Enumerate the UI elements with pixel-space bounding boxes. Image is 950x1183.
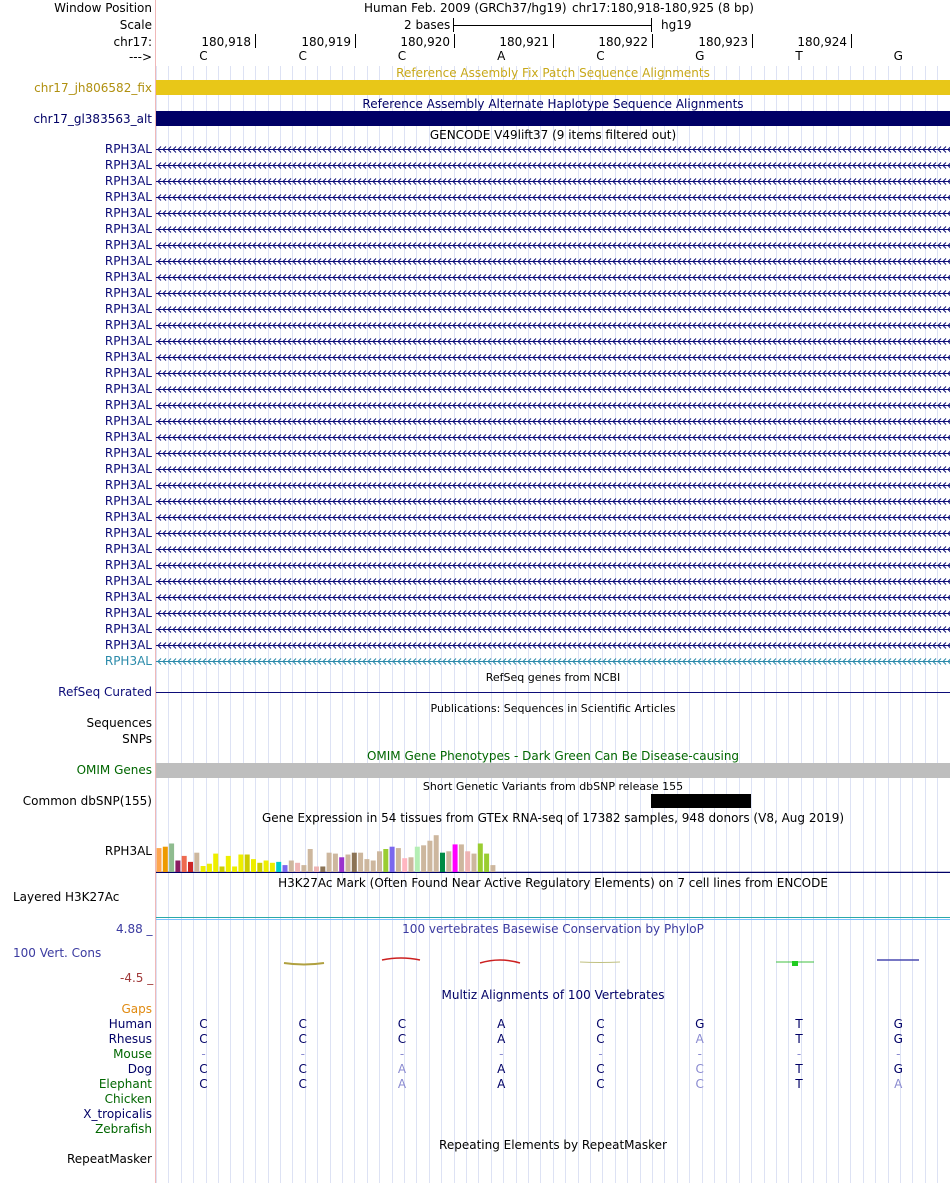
phylop-title: 100 vertebrates Basewise Conservation by PhyloP — [402, 922, 704, 936]
dbsnp-title: Short Genetic Variants from dbSNP release 155 — [422, 780, 684, 793]
base-letter: A — [497, 49, 506, 63]
gencode-transcript[interactable] — [156, 414, 950, 428]
gtex-tissue-bar[interactable] — [434, 835, 439, 872]
aligned-base: - — [697, 1047, 702, 1061]
phylop-max-label: 4.88 _ — [116, 922, 153, 936]
gencode-transcript[interactable] — [156, 222, 950, 236]
coordinate-label: 180,922 — [598, 35, 648, 49]
gencode-gene-label[interactable]: RPH3AL — [104, 142, 152, 156]
gtex-title: Gene Expression in 54 tissues from GTEx RNA-seq of 17382 samples, 948 donors (V8, Aug 2019) — [261, 811, 845, 825]
publications-title: Publications: Sequences in Scientific Articles — [430, 702, 676, 715]
coordinate-tick — [355, 34, 356, 48]
aligned-base: T — [795, 1032, 803, 1046]
gtex-tissue-bar[interactable] — [257, 863, 262, 872]
gtex-tissue-bar[interactable] — [421, 845, 426, 872]
position-text: chr17:180,918-180,925 (8 bp) — [572, 1, 754, 15]
aligned-base: G — [893, 1017, 903, 1031]
gencode-gene-label[interactable]: RPH3AL — [104, 510, 152, 524]
coordinate-label: 180,923 — [698, 35, 748, 49]
aligned-base: - — [598, 1047, 603, 1061]
gtex-tissue-bar[interactable] — [314, 866, 319, 872]
gencode-transcript[interactable] — [156, 446, 950, 460]
gencode-transcript[interactable] — [156, 238, 950, 252]
gtex-tissue-bar[interactable] — [446, 851, 451, 872]
h3k27ac-title: H3K27Ac Mark (Often Found Near Active Regulatory Elements) on 7 cell lines from ENCODE — [278, 876, 828, 890]
gtex-tissue-bar[interactable] — [220, 866, 225, 872]
coordinate-tick — [454, 34, 455, 48]
gencode-gene-label[interactable]: RPH3AL — [104, 430, 152, 444]
gencode-gene-label[interactable]: RPH3AL — [104, 414, 152, 428]
aligned-base: - — [896, 1047, 901, 1061]
base-letter: C — [397, 49, 407, 63]
coordinate-tick — [851, 34, 852, 48]
gencode-gene-label[interactable]: RPH3AL — [104, 494, 152, 508]
dbsnp-variant-block[interactable] — [651, 794, 751, 808]
species-label[interactable]: X_tropicalis — [83, 1107, 152, 1121]
aligned-base: G — [893, 1062, 903, 1076]
fix-patch-title: Reference Assembly Fix Patch Sequence Alignments — [396, 66, 710, 80]
gencode-gene-label[interactable]: RPH3AL — [104, 398, 152, 412]
coordinate-label: 180,921 — [499, 35, 549, 49]
gencode-transcript[interactable] — [156, 190, 950, 204]
alt-haplo-bar[interactable] — [156, 111, 950, 126]
gencode-gene-label[interactable]: RPH3AL — [104, 302, 152, 316]
gtex-tissue-bar[interactable] — [440, 853, 445, 872]
gencode-transcript[interactable] — [156, 206, 950, 220]
aligned-base: C — [596, 1017, 605, 1031]
gencode-gene-label[interactable]: RPH3AL — [104, 558, 152, 572]
phylop-label[interactable]: 100 Vert. Cons — [13, 946, 102, 960]
assembly-text: Human Feb. 2009 (GRCh37/hg19) — [364, 1, 567, 15]
gtex-tissue-bar[interactable] — [409, 857, 414, 872]
gtex-label[interactable]: RPH3AL — [104, 844, 152, 858]
gtex-tissue-bar[interactable] — [201, 866, 206, 872]
gtex-tissue-bar[interactable] — [295, 863, 300, 872]
phylop-mark-4 — [580, 962, 620, 963]
aligned-base: C — [298, 1062, 307, 1076]
aligned-base: A — [497, 1017, 506, 1031]
gtex-tissue-bar[interactable] — [465, 851, 470, 872]
base-letter: G — [893, 49, 903, 63]
chrom-label: chr17: — [113, 35, 152, 49]
coordinate-label: 180,924 — [797, 35, 847, 49]
gtex-tissue-bar[interactable] — [339, 857, 344, 872]
publications-snps-label[interactable]: SNPs — [122, 732, 152, 746]
gtex-tissue-bar[interactable] — [308, 849, 313, 872]
gtex-tissue-bar[interactable] — [364, 859, 369, 872]
aligned-base: C — [596, 1062, 605, 1076]
aligned-base: - — [499, 1047, 504, 1061]
gtex-tissue-bar[interactable] — [264, 861, 269, 873]
gencode-transcript[interactable] — [156, 478, 950, 492]
species-label[interactable]: Elephant — [98, 1077, 152, 1091]
gtex-tissue-bar[interactable] — [427, 841, 432, 872]
fix-patch-bar[interactable] — [156, 80, 950, 95]
window-position-label: Window Position — [54, 1, 152, 15]
gencode-gene-label[interactable]: RPH3AL — [104, 350, 152, 364]
gencode-transcript[interactable] — [156, 334, 950, 348]
base-letter: T — [795, 49, 803, 63]
gencode-transcript[interactable] — [156, 350, 950, 364]
gencode-transcript[interactable] — [156, 318, 950, 332]
gtex-tissue-bar[interactable] — [472, 854, 477, 872]
scale-text: 2 bases — [404, 18, 451, 32]
gtex-tissue-bar[interactable] — [333, 854, 338, 872]
gtex-tissue-bar[interactable] — [251, 859, 256, 872]
gencode-transcript[interactable] — [156, 430, 950, 444]
gencode-gene-label[interactable]: RPH3AL — [104, 622, 152, 636]
gtex-tissue-bar[interactable] — [402, 858, 407, 872]
phylop-mark-5-peak — [792, 961, 798, 966]
aligned-base: A — [497, 1077, 506, 1091]
aligned-base: T — [795, 1017, 803, 1031]
multiz-title: Multiz Alignments of 100 Vertebrates — [441, 988, 665, 1002]
gtex-tissue-bar[interactable] — [283, 865, 288, 872]
scale-db: hg19 — [661, 18, 692, 32]
publications-sequences-label[interactable]: Sequences — [86, 716, 152, 730]
fix-patch-label[interactable]: chr17_jh806582_fix — [34, 81, 152, 95]
gencode-gene-label[interactable]: RPH3AL — [104, 382, 152, 396]
gtex-tissue-bar[interactable] — [371, 861, 376, 873]
aligned-base: - — [399, 1047, 405, 1061]
base-letter: C — [596, 49, 605, 63]
gencode-gene-label[interactable]: RPH3AL — [104, 654, 152, 668]
aligned-base: A — [497, 1032, 506, 1046]
gencode-transcript[interactable] — [156, 254, 950, 268]
aligned-base: T — [795, 1077, 803, 1091]
aligned-base: G — [695, 1017, 705, 1031]
gencode-transcript[interactable] — [156, 558, 950, 572]
gencode-gene-label[interactable]: RPH3AL — [104, 638, 152, 652]
gencode-transcript[interactable] — [156, 158, 950, 172]
gencode-transcript[interactable] — [156, 366, 950, 380]
gtex-tissue-bar[interactable] — [169, 843, 174, 872]
phylop-mark-2 — [382, 958, 420, 960]
coordinate-tick — [255, 34, 256, 48]
base-letter: C — [298, 49, 307, 63]
gencode-gene-label[interactable]: RPH3AL — [104, 318, 152, 332]
gtex-tissue-bar[interactable] — [213, 854, 218, 872]
gtex-tissue-bar[interactable] — [175, 861, 180, 873]
h3k27ac-label[interactable]: Layered H3K27Ac — [13, 890, 120, 904]
gencode-transcript[interactable] — [156, 622, 950, 636]
aligned-base: C — [199, 1077, 208, 1091]
alt-haplo-label[interactable]: chr17_gl383563_alt — [33, 112, 152, 126]
scale-label: Scale — [119, 18, 152, 32]
aligned-base: T — [795, 1062, 803, 1076]
gencode-gene-label[interactable]: RPH3AL — [104, 606, 152, 620]
gtex-tissue-bar[interactable] — [390, 847, 395, 872]
aligned-base: A — [894, 1077, 903, 1091]
gencode-gene-label[interactable]: RPH3AL — [104, 190, 152, 204]
repeatmasker-title: Repeating Elements by RepeatMasker — [439, 1138, 667, 1152]
base-letter: C — [199, 49, 208, 63]
species-label[interactable]: Human — [108, 1017, 152, 1031]
gtex-tissue-bar[interactable] — [245, 855, 250, 872]
gencode-transcript[interactable] — [156, 142, 950, 156]
gtex-tissue-bar[interactable] — [327, 853, 332, 872]
aligned-base: A — [497, 1062, 506, 1076]
gencode-gene-label[interactable]: RPH3AL — [104, 174, 152, 188]
gencode-transcript[interactable] — [156, 398, 950, 412]
species-label[interactable]: Mouse — [113, 1047, 152, 1061]
gtex-tissue-bar[interactable] — [194, 853, 199, 872]
gencode-transcript[interactable] — [156, 606, 950, 620]
species-label[interactable]: Chicken — [104, 1092, 152, 1106]
omim-title: OMIM Gene Phenotypes - Dark Green Can Be Disease-causing — [366, 749, 740, 763]
gtex-tissue-bar[interactable] — [484, 854, 489, 872]
gtex-tissue-bar[interactable] — [415, 847, 420, 872]
repeatmasker-label[interactable]: RepeatMasker — [66, 1152, 152, 1166]
phylop-mark-3 — [480, 960, 520, 963]
strand-label: ---> — [128, 50, 152, 64]
alt-haplo-title: Reference Assembly Alternate Haplotype Sequence Alignments — [362, 97, 744, 111]
species-label[interactable]: Rhesus — [108, 1032, 152, 1046]
gencode-gene-label[interactable]: RPH3AL — [104, 366, 152, 380]
gtex-bar-chart[interactable] — [156, 826, 950, 873]
gencode-gene-label[interactable]: RPH3AL — [104, 270, 152, 284]
gtex-tissue-bar[interactable] — [276, 862, 281, 872]
gtex-tissue-bar[interactable] — [157, 848, 162, 872]
aligned-base: C — [596, 1032, 605, 1046]
gtex-tissue-bar[interactable] — [238, 855, 243, 872]
aligned-base: C — [298, 1032, 307, 1046]
h3k27ac-signal-line[interactable] — [156, 917, 950, 918]
aligned-base: - — [300, 1047, 305, 1061]
omim-label[interactable]: OMIM Genes — [76, 763, 152, 777]
aligned-base: C — [199, 1062, 208, 1076]
coordinate-tick — [652, 34, 653, 48]
gencode-gene-label[interactable]: RPH3AL — [104, 526, 152, 540]
aligned-base: C — [199, 1017, 208, 1031]
gencode-gene-label[interactable]: RPH3AL — [104, 542, 152, 556]
gencode-gene-label[interactable]: RPH3AL — [104, 158, 152, 172]
gencode-transcript[interactable] — [156, 286, 950, 300]
gencode-transcript[interactable] — [156, 654, 950, 668]
phylop-signal[interactable] — [156, 950, 950, 975]
coordinate-tick — [752, 34, 753, 48]
gtex-tissue-bar[interactable] — [453, 844, 458, 872]
omim-bar[interactable] — [156, 763, 950, 778]
coordinate-tick — [553, 34, 554, 48]
coordinate-label: 180,920 — [400, 35, 450, 49]
aligned-base: C — [596, 1077, 605, 1091]
gencode-gene-label[interactable]: RPH3AL — [104, 254, 152, 268]
species-label[interactable]: Zebrafish — [95, 1122, 152, 1136]
aligned-base: C — [695, 1077, 704, 1091]
gencode-transcript[interactable] — [156, 174, 950, 188]
gtex-tissue-bar[interactable] — [459, 844, 464, 872]
aligned-base: C — [397, 1017, 407, 1031]
coordinate-label: 180,918 — [201, 35, 251, 49]
scale-bar-left-tick — [453, 18, 454, 32]
dbsnp-label[interactable]: Common dbSNP(155) — [22, 794, 152, 808]
gtex-tissue-bar[interactable] — [478, 843, 483, 872]
gtex-tissue-bar[interactable] — [289, 861, 294, 873]
gencode-title: GENCODE V49lift37 (9 items filtered out) — [429, 128, 677, 142]
scale-bar-right-tick — [651, 18, 652, 32]
gtex-tissue-bar[interactable] — [490, 865, 495, 872]
aligned-base: A — [397, 1077, 407, 1091]
gencode-gene-label[interactable]: RPH3AL — [104, 478, 152, 492]
phylop-min-label: -4.5 _ — [120, 971, 154, 985]
gtex-tissue-bar[interactable] — [377, 851, 382, 872]
gtex-tissue-bar[interactable] — [182, 856, 187, 872]
gencode-gene-label[interactable]: RPH3AL — [104, 238, 152, 252]
gtex-tissue-bar[interactable] — [346, 855, 351, 872]
aligned-base: C — [397, 1032, 407, 1046]
gtex-tissue-bar[interactable] — [188, 862, 193, 872]
gencode-transcript[interactable] — [156, 542, 950, 556]
gaps-label[interactable]: Gaps — [121, 1002, 152, 1016]
gtex-tissue-bar[interactable] — [352, 853, 357, 872]
h3k27ac-signal-line-2[interactable] — [156, 919, 950, 920]
species-label[interactable]: Dog — [127, 1062, 152, 1076]
gencode-transcript[interactable] — [156, 638, 950, 652]
scale-bar — [453, 25, 652, 26]
refseq-line[interactable] — [156, 692, 950, 693]
gencode-transcript[interactable] — [156, 526, 950, 540]
refseq-title: RefSeq genes from NCBI — [485, 671, 621, 684]
aligned-base: C — [298, 1077, 307, 1091]
gencode-gene-label[interactable]: RPH3AL — [104, 206, 152, 220]
gtex-tissue-bar[interactable] — [383, 849, 388, 872]
aligned-base: - — [201, 1047, 206, 1061]
refseq-label[interactable]: RefSeq Curated — [58, 685, 152, 699]
gencode-transcript[interactable] — [156, 510, 950, 524]
gtex-tissue-bar[interactable] — [358, 853, 363, 872]
gencode-gene-label[interactable]: RPH3AL — [104, 334, 152, 348]
gtex-tissue-bar[interactable] — [301, 865, 306, 872]
gencode-transcript[interactable] — [156, 462, 950, 476]
phylop-mark-1 — [284, 963, 324, 965]
aligned-base: A — [695, 1032, 704, 1046]
gtex-tissue-bar[interactable] — [163, 847, 168, 872]
aligned-base: - — [796, 1047, 802, 1061]
base-letter: G — [695, 49, 705, 63]
aligned-base: A — [397, 1062, 407, 1076]
gencode-gene-label[interactable]: RPH3AL — [104, 590, 152, 604]
gencode-transcript[interactable] — [156, 590, 950, 604]
gencode-transcript[interactable] — [156, 494, 950, 508]
gencode-gene-label[interactable]: RPH3AL — [104, 462, 152, 476]
gtex-tissue-bar[interactable] — [232, 866, 237, 872]
gencode-gene-label[interactable]: RPH3AL — [104, 574, 152, 588]
gencode-gene-label[interactable]: RPH3AL — [104, 222, 152, 236]
gencode-transcript[interactable] — [156, 270, 950, 284]
gencode-transcript[interactable] — [156, 382, 950, 396]
aligned-base: C — [695, 1062, 704, 1076]
aligned-base: G — [893, 1032, 903, 1046]
gencode-gene-label[interactable]: RPH3AL — [104, 286, 152, 300]
gtex-tissue-bar[interactable] — [207, 864, 212, 872]
aligned-base: C — [199, 1032, 208, 1046]
aligned-base: C — [298, 1017, 307, 1031]
gencode-transcript[interactable] — [156, 302, 950, 316]
gencode-gene-label[interactable]: RPH3AL — [104, 446, 152, 460]
gtex-tissue-bar[interactable] — [396, 848, 401, 872]
gencode-transcript[interactable] — [156, 574, 950, 588]
coordinate-label: 180,919 — [301, 35, 351, 49]
gtex-tissue-bar[interactable] — [320, 866, 325, 872]
gtex-tissue-bar[interactable] — [226, 856, 231, 872]
gtex-tissue-bar[interactable] — [270, 863, 275, 872]
